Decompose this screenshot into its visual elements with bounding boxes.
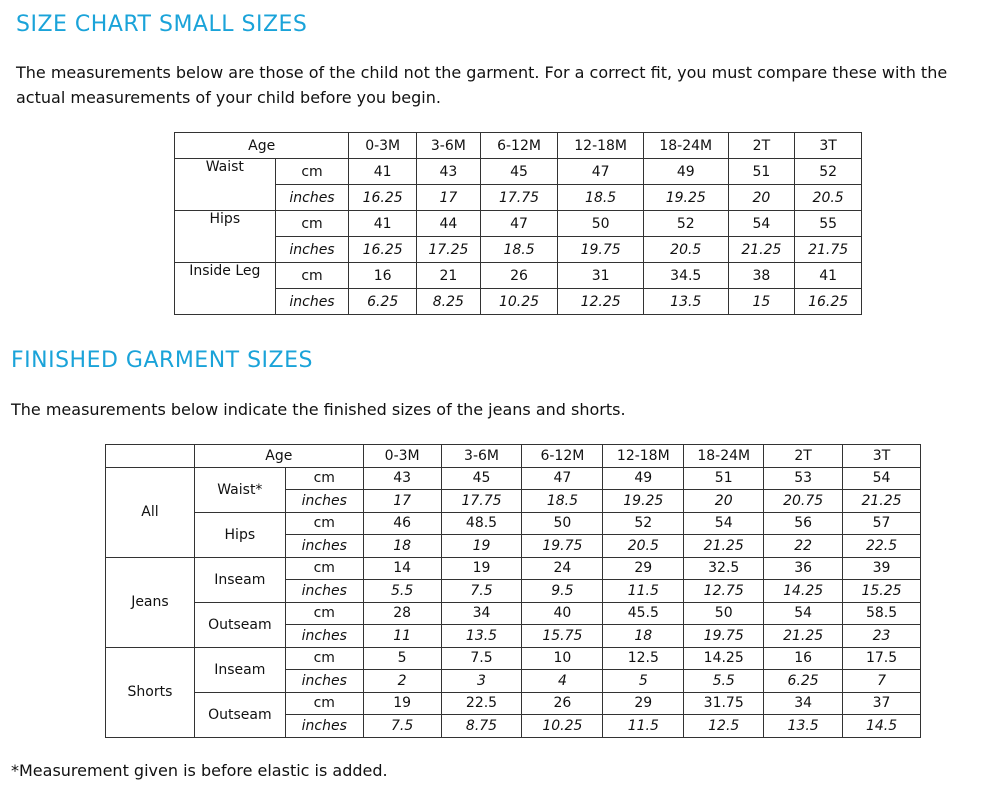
table-cell: 54 [728, 211, 795, 237]
table-row [175, 237, 862, 263]
table-row [106, 557, 921, 580]
table-cell: 21.25 [843, 490, 921, 513]
table-cell: 6.25 [349, 289, 417, 315]
unit-label: inches [275, 237, 349, 263]
table-row [175, 185, 862, 211]
table-cell: 47 [480, 211, 558, 237]
table-cell: 21 [417, 263, 481, 289]
table-cell: 18.5 [558, 185, 644, 211]
size-header: 3-6M [417, 133, 481, 159]
table-cell: 13.5 [764, 715, 843, 738]
unit-label: cm [285, 602, 363, 625]
unit-label: inches [285, 715, 363, 738]
table-cell: 32.5 [684, 557, 764, 580]
unit-label: inches [285, 670, 363, 693]
table-cell: 43 [363, 467, 441, 490]
table-cell: 54 [764, 602, 843, 625]
table-cell: 10 [522, 647, 603, 670]
table-cell: 18.5 [522, 490, 603, 513]
table-cell: 19.75 [522, 535, 603, 558]
table-cell: 7.5 [441, 647, 522, 670]
unit-label: cm [285, 647, 363, 670]
table-cell: 16 [764, 647, 843, 670]
table-cell: 7.5 [363, 715, 441, 738]
table-row [106, 647, 921, 670]
table-cell: 57 [843, 512, 921, 535]
unit-label: inches [285, 535, 363, 558]
size-header: 12-18M [558, 133, 644, 159]
table-cell: 20.5 [795, 185, 862, 211]
blank-cell [106, 445, 195, 468]
table-cell: 19 [363, 692, 441, 715]
age-header: Age [175, 133, 349, 159]
table-cell: 17.5 [843, 647, 921, 670]
measurement-label: Inseam [194, 557, 285, 602]
table-cell: 5.5 [684, 670, 764, 693]
table-cell: 6.25 [764, 670, 843, 693]
table-cell: 5 [363, 647, 441, 670]
table-cell: 15 [728, 289, 795, 315]
table-cell: 21.25 [764, 625, 843, 648]
table-cell: 49 [603, 467, 684, 490]
table-cell: 22 [764, 535, 843, 558]
table-row [175, 289, 862, 315]
table-cell: 24 [522, 557, 603, 580]
table-cell: 4 [522, 670, 603, 693]
table-cell: 16.25 [795, 289, 862, 315]
table-cell: 56 [764, 512, 843, 535]
finished-garment-heading: FINISHED GARMENT SIZES [11, 348, 313, 373]
table-cell: 22.5 [843, 535, 921, 558]
table-cell: 36 [764, 557, 843, 580]
table-cell: 11.5 [603, 715, 684, 738]
table-cell: 18 [603, 625, 684, 648]
table-cell: 12.75 [684, 580, 764, 603]
table-cell: 7.5 [441, 580, 522, 603]
table-cell: 10.25 [522, 715, 603, 738]
table-cell: 11 [363, 625, 441, 648]
table-cell: 40 [522, 602, 603, 625]
table-row [175, 211, 862, 237]
table-cell: 20.5 [603, 535, 684, 558]
table-cell: 41 [349, 211, 417, 237]
table-cell: 31 [558, 263, 644, 289]
size-header: 3T [843, 445, 921, 468]
finished-garment-table [105, 444, 921, 738]
table-cell: 34.5 [643, 263, 728, 289]
table-cell: 17.75 [480, 185, 558, 211]
table-cell: 16.25 [349, 185, 417, 211]
table-cell: 38 [728, 263, 795, 289]
table-cell: 15.25 [843, 580, 921, 603]
table-cell: 44 [417, 211, 481, 237]
table-cell: 20 [684, 490, 764, 513]
table-cell: 18.5 [480, 237, 558, 263]
unit-label: cm [285, 512, 363, 535]
table-cell: 18 [363, 535, 441, 558]
table-cell: 19.25 [643, 185, 728, 211]
table-cell: 41 [349, 159, 417, 185]
size-header: 0-3M [349, 133, 417, 159]
measurement-label: Outseam [194, 692, 285, 737]
table-cell: 43 [417, 159, 481, 185]
table-cell: 31.75 [684, 692, 764, 715]
table-cell: 47 [558, 159, 644, 185]
table-cell: 47 [522, 467, 603, 490]
table-row [175, 159, 862, 185]
table-cell: 13.5 [441, 625, 522, 648]
table-cell: 14 [363, 557, 441, 580]
measurement-label: Inseam [194, 647, 285, 692]
table-cell: 46 [363, 512, 441, 535]
table-cell: 20 [728, 185, 795, 211]
table-cell: 5 [603, 670, 684, 693]
measurement-label: Waist* [194, 467, 285, 512]
table-cell: 14.25 [764, 580, 843, 603]
unit-label: cm [285, 557, 363, 580]
table-cell: 45 [441, 467, 522, 490]
category-label: Jeans [106, 557, 195, 647]
table-cell: 54 [843, 467, 921, 490]
table-cell: 12.5 [603, 647, 684, 670]
measurement-label: Waist [175, 159, 276, 211]
table-cell: 19.75 [684, 625, 764, 648]
table-cell: 29 [603, 557, 684, 580]
table-cell: 16 [349, 263, 417, 289]
size-chart-heading: SIZE CHART SMALL SIZES [16, 12, 308, 37]
measurement-label: Hips [175, 211, 276, 263]
size-header: 3-6M [441, 445, 522, 468]
table-row [106, 692, 921, 715]
table-row [175, 263, 862, 289]
unit-label: cm [275, 159, 349, 185]
table-cell: 16.25 [349, 237, 417, 263]
size-header: 6-12M [522, 445, 603, 468]
table-cell: 50 [558, 211, 644, 237]
table-cell: 11.5 [603, 580, 684, 603]
table-cell: 17.75 [441, 490, 522, 513]
unit-label: cm [285, 692, 363, 715]
table-cell: 19.25 [603, 490, 684, 513]
table-cell: 17 [417, 185, 481, 211]
table-cell: 14.5 [843, 715, 921, 738]
table-cell: 51 [684, 467, 764, 490]
table-cell: 21.25 [684, 535, 764, 558]
table-cell: 20.5 [643, 237, 728, 263]
table-header-row [106, 445, 921, 468]
size-header: 2T [728, 133, 795, 159]
table-cell: 8.25 [417, 289, 481, 315]
table-cell: 19.75 [558, 237, 644, 263]
finished-garment-description: The measurements below indicate the finished sizes of the jeans and shorts. [11, 400, 626, 419]
measurement-label: Hips [194, 512, 285, 557]
table-cell: 55 [795, 211, 862, 237]
table-cell: 2 [363, 670, 441, 693]
table-row [106, 512, 921, 535]
table-cell: 13.5 [643, 289, 728, 315]
table-cell: 19 [441, 535, 522, 558]
table-cell: 48.5 [441, 512, 522, 535]
measurement-label: Inside Leg [175, 263, 276, 315]
size-header: 3T [795, 133, 862, 159]
table-cell: 17.25 [417, 237, 481, 263]
table-cell: 50 [522, 512, 603, 535]
table-cell: 53 [764, 467, 843, 490]
table-cell: 8.75 [441, 715, 522, 738]
table-cell: 10.25 [480, 289, 558, 315]
table-cell: 9.5 [522, 580, 603, 603]
size-chart-description: The measurements below are those of the child not the garment. For a correct fit, you must compare these with the actual measurements of your child before you begin. [16, 63, 948, 107]
size-header: 0-3M [363, 445, 441, 468]
category-label: All [106, 467, 195, 557]
unit-label: cm [285, 467, 363, 490]
table-cell: 50 [684, 602, 764, 625]
measurement-label: Outseam [194, 602, 285, 647]
table-cell: 26 [480, 263, 558, 289]
unit-label: cm [275, 263, 349, 289]
table-cell: 14.25 [684, 647, 764, 670]
table-cell: 29 [603, 692, 684, 715]
table-cell: 45.5 [603, 602, 684, 625]
size-header: 12-18M [603, 445, 684, 468]
child-measurements-table [174, 132, 862, 315]
table-cell: 34 [441, 602, 522, 625]
table-row [106, 467, 921, 490]
table-cell: 39 [843, 557, 921, 580]
size-header: 18-24M [643, 133, 728, 159]
size-header: 2T [764, 445, 843, 468]
table-cell: 52 [795, 159, 862, 185]
unit-label: inches [285, 490, 363, 513]
table-row [106, 602, 921, 625]
unit-label: inches [285, 625, 363, 648]
table-cell: 17 [363, 490, 441, 513]
table-cell: 45 [480, 159, 558, 185]
table-cell: 52 [643, 211, 728, 237]
table-cell: 52 [603, 512, 684, 535]
table-cell: 54 [684, 512, 764, 535]
table-cell: 22.5 [441, 692, 522, 715]
table-cell: 12.5 [684, 715, 764, 738]
table-cell: 19 [441, 557, 522, 580]
table-cell: 20.75 [764, 490, 843, 513]
unit-label: inches [285, 580, 363, 603]
category-label: Shorts [106, 647, 195, 737]
table-cell: 37 [843, 692, 921, 715]
unit-label: cm [275, 211, 349, 237]
table-cell: 41 [795, 263, 862, 289]
table-cell: 51 [728, 159, 795, 185]
table-cell: 3 [441, 670, 522, 693]
size-header: 18-24M [684, 445, 764, 468]
table-cell: 26 [522, 692, 603, 715]
unit-label: inches [275, 185, 349, 211]
table-header-row [175, 133, 862, 159]
table-cell: 58.5 [843, 602, 921, 625]
table-cell: 28 [363, 602, 441, 625]
table-cell: 15.75 [522, 625, 603, 648]
table-cell: 21.75 [795, 237, 862, 263]
size-header: 6-12M [480, 133, 558, 159]
table-cell: 5.5 [363, 580, 441, 603]
table-cell: 34 [764, 692, 843, 715]
age-header: Age [194, 445, 363, 468]
table-cell: 12.25 [558, 289, 644, 315]
table-cell: 21.25 [728, 237, 795, 263]
footnote: *Measurement given is before elastic is added. [11, 761, 388, 780]
unit-label: inches [275, 289, 349, 315]
table-cell: 7 [843, 670, 921, 693]
table-cell: 49 [643, 159, 728, 185]
table-cell: 23 [843, 625, 921, 648]
